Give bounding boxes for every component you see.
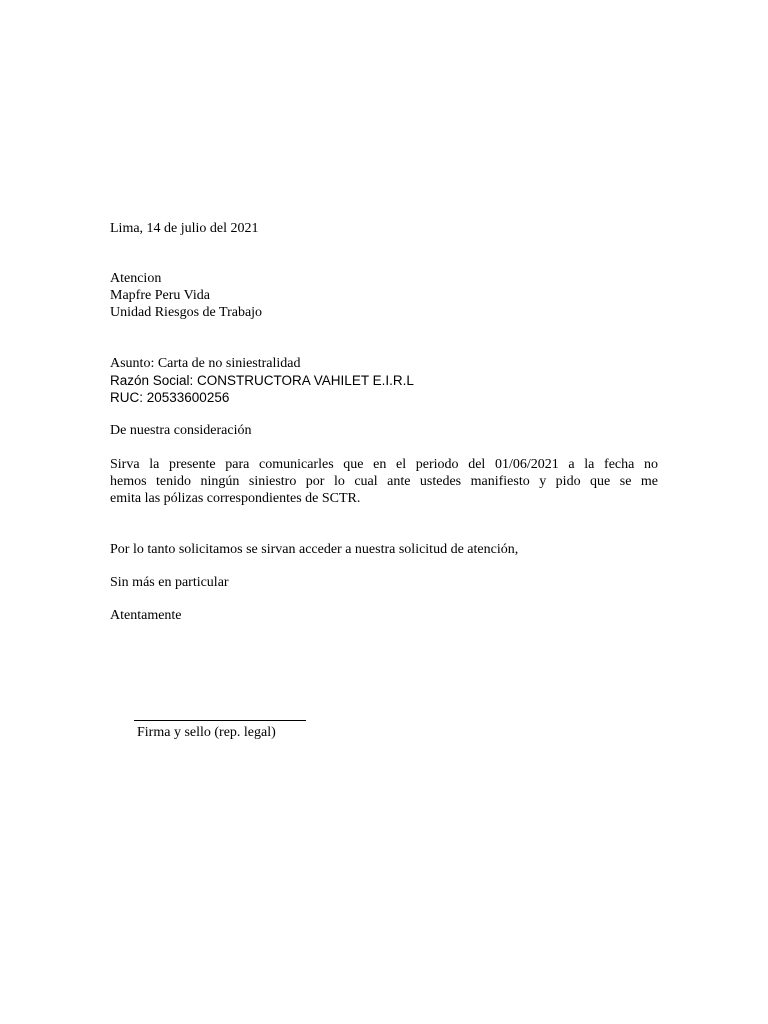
closing-regards: Atentamente [110,608,182,623]
body-paragraph [110,456,658,507]
ruc-line: RUC: 20533600256 [110,390,230,405]
salutation: De nuestra consideración [110,423,252,438]
body-line-2: hemos tenido ningún siniestro por lo cual ante ustedes manifiesto y pido que se me [110,474,658,489]
recipient-attention: Atencion [110,271,162,286]
date-line: Lima, 14 de julio del 2021 [110,221,259,236]
signature-label: Firma y sello (rep. legal) [137,725,276,740]
closing-particular: Sin más en particular [110,575,229,590]
subject-line: Asunto: Carta de no siniestralidad [110,356,301,371]
body-line-3: emita las pólizas correspondientes de SCTR. [110,491,361,506]
business-name-line: Razón Social: CONSTRUCTORA VAHILET E.I.R.L [110,373,414,388]
body-line-1: Sirva la presente para comunicarles que en el periodo del 01/06/2021 a la fecha no [110,457,658,472]
recipient-unit: Unidad Riesgos de Trabajo [110,305,263,320]
request-line: Por lo tanto solicitamos se sirvan acceder a nuestra solicitud de atención, [110,542,519,557]
signature-line [134,720,306,721]
recipient-company: Mapfre Peru Vida [110,288,210,303]
